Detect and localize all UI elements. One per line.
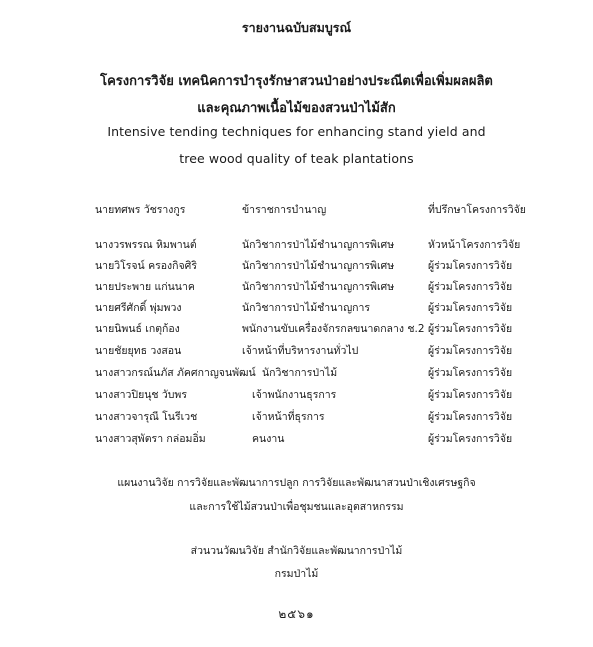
member-position: นักวิชาการป่าไม้ [262, 367, 338, 379]
advisor-row [0, 201, 593, 219]
project-title-english-line-2: tree wood quality of teak plantations [179, 151, 414, 166]
member-position: เจ้าหน้าที่บริหารงานทั่วไป [242, 345, 359, 357]
research-plan-line-2: และการใช้ไม้สวนป่าเพื่อชุมชนและอุตสาหกรรม [189, 501, 404, 513]
advisor-name: นายทศพร วัชรางกูร [95, 204, 186, 216]
team-member-row [0, 320, 593, 338]
member-role: ผู้ร่วมโครงการวิจัย [428, 367, 513, 379]
project-title-thai-line-2: และคุณภาพเนื้อไม้ของสวนป่าไม้สัก [197, 101, 396, 116]
member-position: พนักงานขับเครื่องจักรกลขนาดกลาง ช.2 [242, 323, 425, 335]
team-member-row [0, 386, 593, 404]
project-title-thai-line-1: โครงการวิจัย เทคนิคการบำรุงรักษาสวนป่าอย่างประณีตเพื่อเพิ่มผลผลิต [100, 74, 493, 89]
organization-line-2: กรมป่าไม้ [274, 568, 319, 580]
team-member-row [0, 257, 593, 275]
member-role: ผู้ร่วมโครงการวิจัย [428, 411, 513, 423]
member-position: เจ้าพนักงานธุรการ [252, 389, 337, 401]
member-position: เจ้าหน้าที่ธุรการ [252, 411, 325, 423]
report-year: ๒๕๖๑ [278, 607, 315, 621]
project-title-english-line-1: Intensive tending techniques for enhancing stand yield and [107, 124, 486, 139]
member-role: ผู้ร่วมโครงการวิจัย [428, 281, 513, 293]
member-position: นักวิชาการป่าไม้ชำนาญการ [242, 302, 371, 314]
advisor-role: ที่ปรึกษาโครงการวิจัย [428, 204, 526, 216]
member-role: ผู้ร่วมโครงการวิจัย [428, 433, 513, 445]
member-name: นายนิพนธ์ เกตุก้อง [95, 323, 180, 335]
advisor-position: ข้าราชการบำนาญ [242, 204, 327, 216]
member-name: นางสาวสุพัตรา กล่อมอิ่ม [95, 433, 206, 445]
team-member-row [0, 342, 593, 360]
member-role: ผู้ร่วมโครงการวิจัย [428, 345, 513, 357]
member-name: นางวรพรรณ หิมพานต์ [95, 239, 197, 251]
member-position: คนงาน [252, 433, 285, 445]
team-member-row [0, 299, 593, 317]
member-name: นายศรีศักดิ์ พุ่มพวง [95, 302, 182, 314]
member-name: นายประพาย แก่นนาค [95, 281, 195, 293]
team-member-row [0, 430, 593, 448]
member-position: นักวิชาการป่าไม้ชำนาญการพิเศษ [242, 239, 395, 251]
member-role: ผู้ร่วมโครงการวิจัย [428, 389, 513, 401]
team-member-row [0, 278, 593, 296]
organization-line-1: ส่วนวนวัฒนวิจัย สำนักวิจัยและพัฒนาการป่าไม้ [190, 545, 403, 557]
member-name: นางสาวกรณ์นภัส ภัคศกาญจนพัฒน์ [95, 367, 256, 379]
member-position: นักวิชาการป่าไม้ชำนาญการพิเศษ [242, 281, 395, 293]
report-type-heading: รายงานฉบับสมบูรณ์ [241, 20, 352, 35]
member-role: ผู้ร่วมโครงการวิจัย [428, 302, 513, 314]
member-name: นางสาวปิยนุช วับพร [95, 389, 187, 401]
team-member-row [0, 408, 593, 426]
member-name: นางสาวจารุณี โนรีเวช [95, 411, 198, 423]
research-plan-line-1: แผนงานวิจัย การวิจัยและพัฒนาการปลูก การวิจัยและพัฒนาสวนป่าเชิงเศรษฐกิจ [117, 477, 476, 489]
member-name: นายวิโรจน์ ครองกิจศิริ [95, 260, 197, 272]
member-role: หัวหน้าโครงการวิจัย [428, 239, 521, 251]
member-role: ผู้ร่วมโครงการวิจัย [428, 323, 513, 335]
team-member-row [0, 236, 593, 254]
member-name: นายชัยยุทธ วงสอน [95, 345, 182, 357]
member-role: ผู้ร่วมโครงการวิจัย [428, 260, 513, 272]
member-position: นักวิชาการป่าไม้ชำนาญการพิเศษ [242, 260, 395, 272]
team-member-row [0, 364, 593, 382]
